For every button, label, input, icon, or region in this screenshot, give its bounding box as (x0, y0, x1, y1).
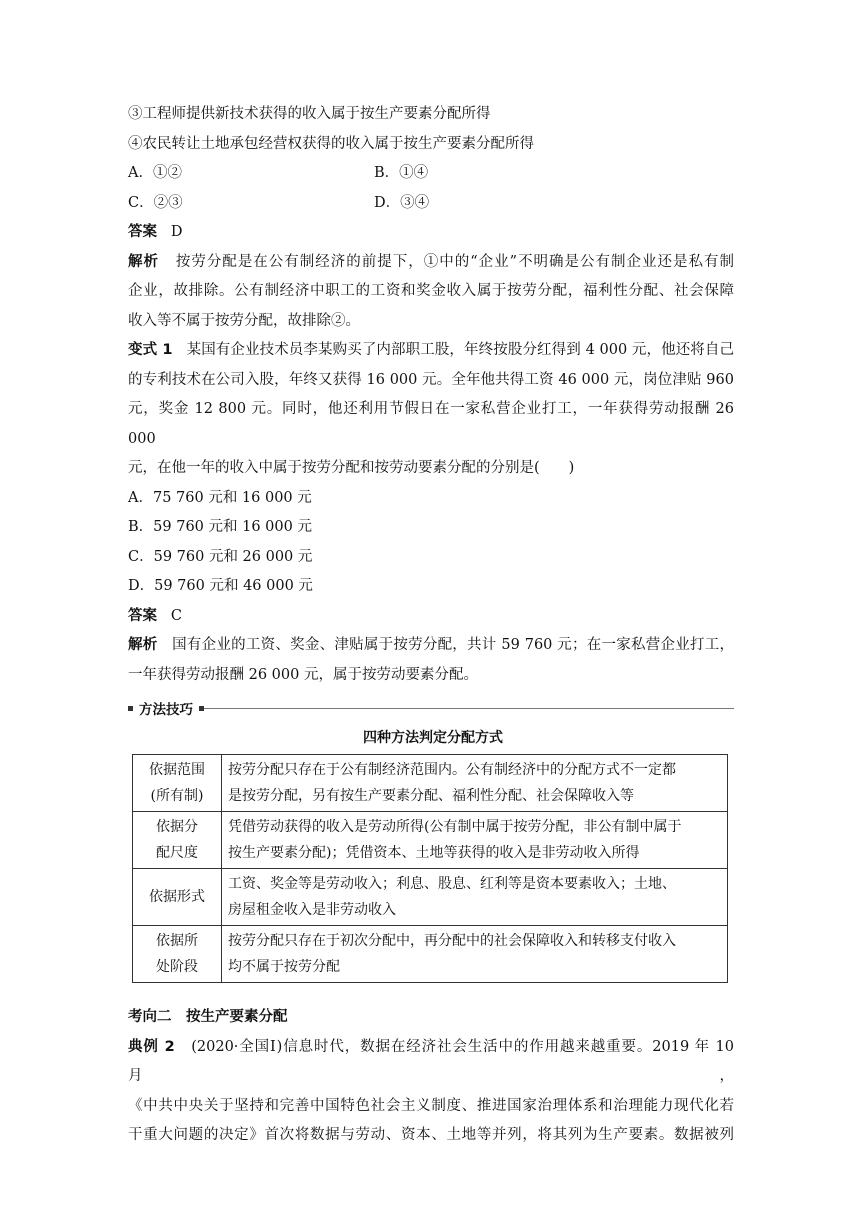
variant-option-b: B．59 760 元和 16 000 元 (128, 519, 312, 535)
answer-1 (128, 218, 734, 248)
statement-3: ③工程师提供新技术获得的收入属于按生产要素分配所得 (128, 106, 491, 122)
variant-line-2: 的专利技术在公司入股，年终又获得 16 000 元。全年他共得工资 46 000 元，岗位津贴 960 (128, 371, 734, 388)
section-heading-2: 考向二 按生产要素分配 (128, 1009, 288, 1025)
option-d: D．③④ (374, 194, 430, 211)
square-bullet-icon (128, 706, 133, 711)
table-row (133, 926, 728, 983)
analysis-1-line-1: 解析 按劳分配是在公有制经济的前提下，①中的“企业”不明确是公有制企业还是私有制 (128, 253, 735, 270)
answer-value: D (170, 224, 183, 240)
option-a: A．①② (128, 165, 182, 181)
answer-value: C (170, 607, 182, 624)
row-value: 按劳分配只存在于公有制经济范围内。公有制经济中的分配方式不一定都 是按劳分配，另有按生产要素分配、福利性分配、社会保障收入等 (222, 755, 728, 812)
variant-line-4: 元，在他一年的收入中属于按劳分配和按劳动要素分配的分别是( ) (128, 460, 575, 476)
document-page (128, 100, 734, 1151)
analysis-label: 解析 (128, 637, 158, 653)
table-row (133, 812, 728, 869)
analysis-2-line-2: 一年获得劳动报酬 26 000 元，属于按劳动要素分配。 (128, 666, 478, 683)
variant-option-a: A．75 760 元和 16 000 元 (128, 489, 312, 506)
statement-4: ④农民转让土地承包经营权获得的收入属于按生产要素分配所得 (128, 135, 534, 152)
analysis-2-line-1: 解析 国有企业的工资、奖金、津贴属于按劳分配，共计 59 760 元；在一家私营企业打工， (128, 637, 735, 653)
analysis-label: 解析 (128, 253, 159, 270)
variant-line-1: 变式 1 某国有企业技术员李某购买了内部职工股，年终按股分红得到 4 000 元，他还将自己 (128, 342, 735, 358)
row-key: 依据形式 (133, 869, 222, 926)
variant-option-d: D．59 760 元和 46 000 元 (128, 578, 313, 594)
row-value: 按劳分配只存在于初次分配中，再分配中的社会保障收入和转移支付收入 均不属于按劳分配 (222, 926, 728, 983)
variant-label: 变式 1 (128, 342, 173, 358)
analysis-1-line-2: 企业，故排除。公有制经济中职工的工资和奖金收入属于按劳分配，福利性分配、社会保障 (128, 283, 734, 299)
method-section-title: 方法技巧 (139, 702, 193, 718)
answer-label: 答案 (128, 224, 157, 240)
row-value: 工资、奖金等是劳动收入；利息、股息、红利等是资本要素收入；土地、 房屋租金收入是非劳动收入 (222, 869, 728, 926)
table-row (133, 869, 728, 926)
answer-2 (128, 602, 734, 632)
example-label: 典例 2 (128, 1038, 175, 1055)
method-table (132, 754, 728, 983)
row-key: 依据范围 (所有制) (133, 755, 222, 812)
section-divider (204, 708, 734, 709)
option-b: B．①④ (374, 165, 429, 181)
table-row (133, 755, 728, 812)
table-title: 四种方法判定分配方式 (363, 730, 503, 746)
method-section-header (128, 694, 734, 722)
variant-line-3: 元，奖金 12 800 元。同时，他还利用节假日在一家私营企业打工，一年获得劳动报酬 26 000 (128, 401, 734, 447)
options-row-1 (128, 159, 734, 189)
row-key: 依据分 配尺度 (133, 812, 222, 869)
answer-label: 答案 (128, 607, 157, 624)
row-key: 依据所 处阶段 (133, 926, 222, 983)
example-line-2: 《中共中央关于坚持和完善中国特色社会主义制度、推进国家治理体系和治理能力现代化若 (128, 1097, 734, 1114)
option-c: C．②③ (128, 194, 183, 211)
example-line-3: 干重大问题的决定》首次将数据与劳动、资本、土地等并列，将其列为生产要素。数据被列 (128, 1127, 734, 1143)
example-line-1: 典例 2 (2020·全国Ⅰ)信息时代，数据在经济社会生活中的作用越来越重要。2019 年 10 月， (128, 1038, 735, 1084)
row-value: 凭借劳动获得的收入是劳动所得(公有制中属于按劳分配，非公有制中属于 按生产要素分配)；凭借资本、土地等获得的收入是非劳动收入所得 (222, 812, 728, 869)
options-row-2 (128, 189, 734, 219)
variant-option-c: C．59 760 元和 26 000 元 (128, 548, 313, 565)
analysis-1-line-3: 收入等不属于按劳分配，故排除②。 (128, 312, 360, 329)
